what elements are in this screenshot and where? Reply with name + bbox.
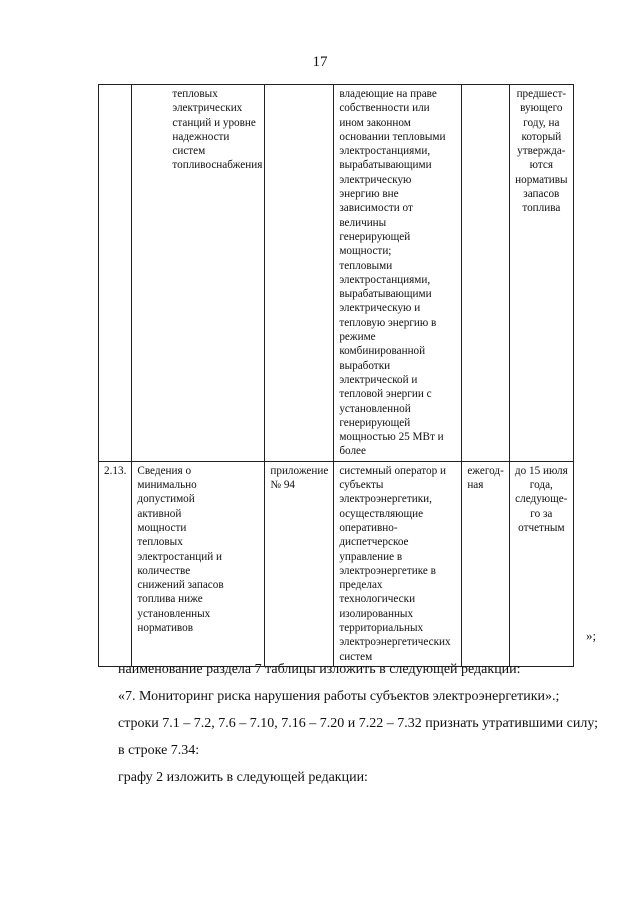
- cell-line: приложение: [270, 464, 329, 477]
- cell-line: № 94: [270, 479, 296, 492]
- cell-line: электрическую: [339, 173, 412, 186]
- cell-line: ная: [467, 479, 484, 492]
- table-row-continuation: [99, 85, 574, 462]
- cell-line: установленной: [339, 402, 411, 415]
- cell-name: [132, 85, 265, 462]
- paragraph-section-heading: «7. Мониторинг риска нарушения работы субъектов электроэнергетики».;: [118, 689, 560, 704]
- cell-line: до 15 июля: [514, 464, 568, 477]
- cell-line: количестве: [137, 564, 191, 577]
- cell-line: отчетным: [518, 521, 565, 534]
- cell-line: тепловой энергии с: [339, 388, 432, 401]
- cell-line: топливоснабжения: [172, 159, 263, 172]
- cell-line: тепловых: [137, 536, 183, 549]
- cell-line: году, на: [523, 116, 560, 129]
- document-table: [98, 84, 574, 667]
- cell-line: мощности;: [339, 245, 392, 258]
- cell-line: активной: [137, 507, 182, 520]
- cell-line: ином законном: [339, 116, 411, 129]
- cell-line: оперативно-: [339, 521, 398, 534]
- cell-line: снижений запасов: [137, 579, 224, 592]
- paragraph-line-734: в строке 7.34:: [118, 743, 200, 758]
- cell-line: собственности или: [339, 102, 430, 115]
- cell-line: электрической и: [339, 373, 418, 386]
- cell-line: запасов: [523, 188, 560, 201]
- cell-line: изолированных: [339, 607, 414, 620]
- cell-line: выработки: [339, 359, 391, 372]
- cell-line: энергию вне: [339, 188, 399, 201]
- cell-line: электроэнергетики,: [339, 493, 432, 506]
- cell-line: технологически: [339, 593, 416, 606]
- cell-line: ежегод-: [467, 464, 504, 477]
- paragraph-column-2: графу 2 изложить в следующей редакции:: [118, 770, 368, 785]
- cell-line: вующего: [520, 102, 563, 115]
- cell-line: основании тепловыми: [339, 130, 446, 143]
- cell-line: владеющие на праве: [339, 88, 437, 100]
- cell-line: электростанций и: [137, 550, 222, 563]
- paragraph-lines-repealed: строки 7.1 – 7.2, 7.6 – 7.10, 7.16 – 7.20 и 7.22 – 7.32 признать утратившими силу;: [118, 716, 599, 731]
- cell-number: 2.13.: [99, 461, 132, 666]
- cell-line: го за: [530, 507, 553, 520]
- cell-line: электроэнергетических: [339, 636, 451, 649]
- cell-line: который: [521, 130, 562, 143]
- cell-line: ются: [529, 159, 553, 172]
- cell-line: предшест-: [516, 88, 567, 100]
- cell-line: тепловую энергию в: [339, 316, 437, 329]
- cell-line: установленных: [137, 607, 211, 620]
- cell-line: осуществляющие: [339, 507, 424, 520]
- cell-line: утвержда-: [517, 145, 566, 158]
- cell-line: пределах: [339, 579, 383, 592]
- cell-form: [265, 461, 334, 666]
- cell-line: допустимой: [137, 493, 195, 506]
- paragraph-section-title: наименование раздела 7 таблицы изложить в следующей редакции:: [118, 662, 521, 677]
- cell-line: Сведения о: [137, 464, 192, 477]
- cell-line: территориальных: [339, 621, 424, 634]
- cell-line: управление в: [339, 550, 403, 563]
- cell-line: тепловых: [172, 88, 218, 100]
- cell-line: величины: [339, 216, 387, 229]
- cell-line: электрическую и: [339, 302, 421, 315]
- cell-line: системный оператор и: [339, 464, 446, 477]
- cell-line: станций и уровне: [172, 116, 256, 129]
- cell-line: электростанциями,: [339, 273, 431, 286]
- cell-line: генерирующей: [339, 416, 411, 429]
- cell-line: субъекты: [339, 479, 384, 492]
- cell-deadline: [509, 85, 573, 462]
- table-row-2-13: [99, 461, 574, 666]
- cell-line: тепловыми: [339, 259, 393, 272]
- cell-line: генерирующей: [339, 230, 411, 243]
- cell-deadline: [509, 461, 573, 666]
- cell-name: [132, 461, 265, 666]
- cell-line: электрических: [172, 102, 243, 115]
- cell-line: нормативов: [137, 621, 194, 634]
- cell-line: вырабатывающими: [339, 159, 432, 172]
- cell-line: минимально: [137, 479, 197, 492]
- cell-respondents: [334, 461, 462, 666]
- cell-line: мощностью 25 МВт и: [339, 431, 444, 444]
- cell-line: систем: [339, 650, 373, 663]
- cell-respondents: [334, 85, 462, 462]
- cell-line: года,: [529, 479, 553, 492]
- page-number: 17: [312, 54, 328, 70]
- cell-line: следующе-: [515, 493, 568, 506]
- cell-line: вырабатывающими: [339, 288, 432, 301]
- cell-line: режиме: [339, 331, 376, 344]
- cell-line: электростанциями,: [339, 145, 431, 158]
- cell-line: топлива: [522, 202, 561, 215]
- closing-quote-mark: »;: [586, 628, 597, 643]
- cell-number: [99, 85, 132, 462]
- cell-line: топлива ниже: [137, 593, 203, 606]
- cell-frequency: [462, 461, 510, 666]
- cell-line: зависимости от: [339, 202, 413, 215]
- cell-line: нормативы: [515, 173, 568, 186]
- cell-frequency: [462, 85, 510, 462]
- cell-line: электроэнергетике в: [339, 564, 436, 577]
- cell-line: мощности: [137, 521, 187, 534]
- cell-line: комбинированной: [339, 345, 426, 358]
- cell-line: более: [339, 445, 366, 458]
- cell-form: [265, 85, 334, 462]
- cell-line: диспетчерское: [339, 536, 409, 549]
- cell-line: надежности систем: [172, 130, 230, 158]
